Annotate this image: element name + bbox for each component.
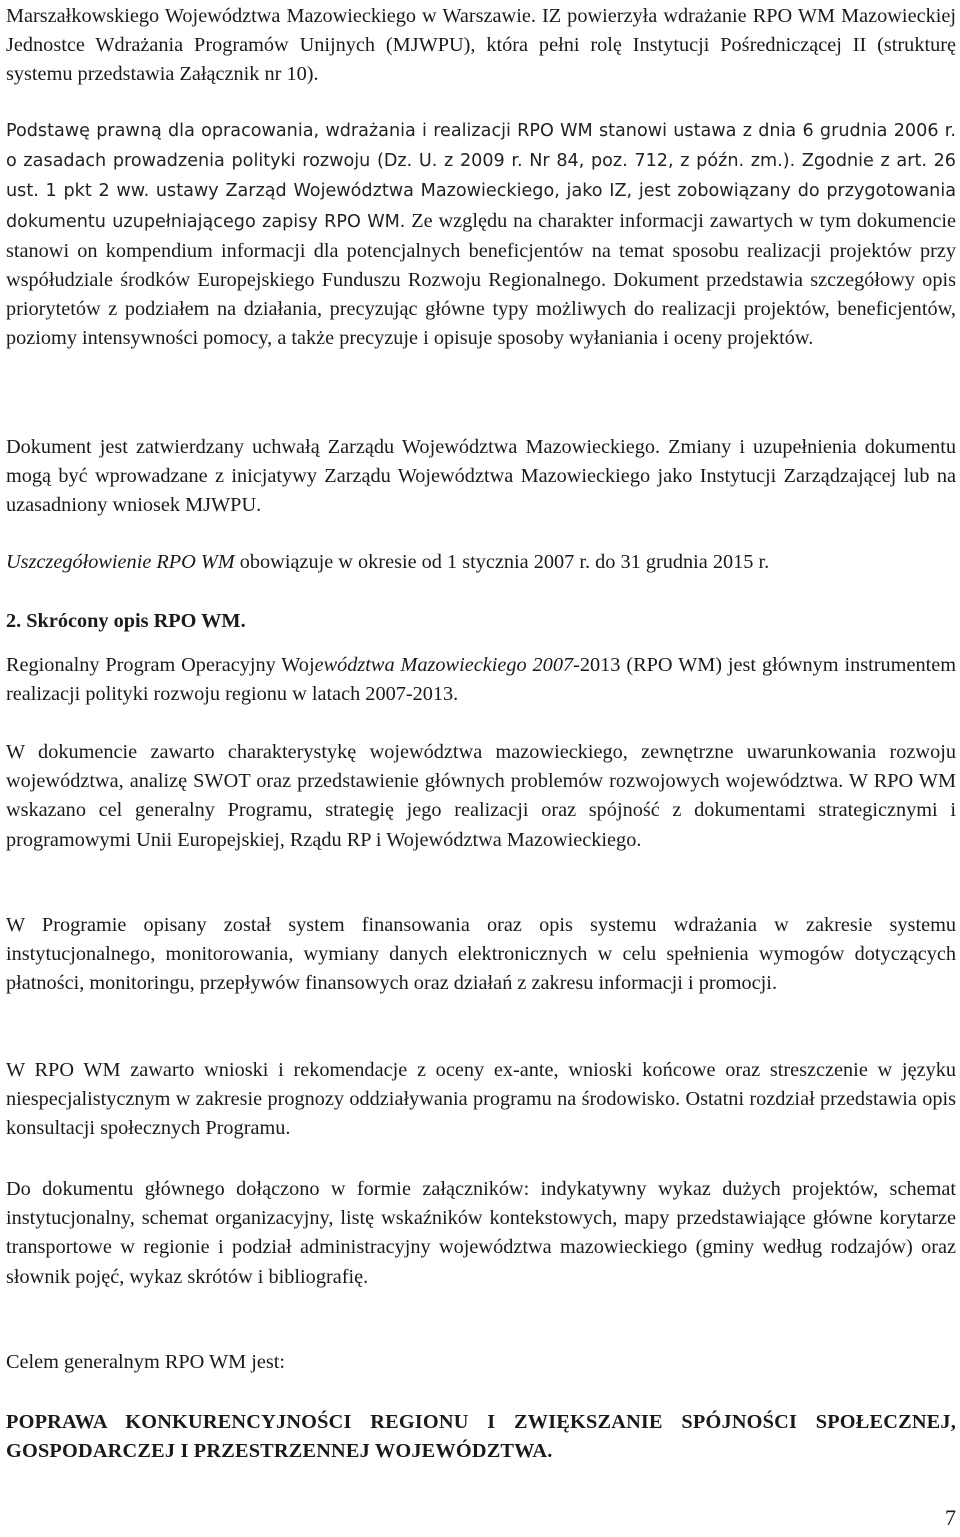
paragraph-implementation-text: Marszałkowskiego Województwa Mazowieckiego w Warszawie. IZ powierzyła wdrażanie RPO WM Mazowieckiej Jednostce Wdrażania Programów Unijnych (MJWPU), która pełni rolę Instytucji Pośredniczącej II (strukturę systemu przedstawia Załącznik nr 10).: [6, 5, 956, 86]
paragraph-program-intro: [6, 651, 956, 709]
general-goal-text: POPRAWA KONKURENCYJNOŚCI REGIONU I ZWIĘKSZANIE SPÓJNOŚCI SPOŁECZNEJ, GOSPODARCZEJ I PRZESTRZENNEJ WOJEWÓDZTWA.: [6, 1411, 956, 1463]
validity-italic-text: Uszczegółowienie RPO WM: [6, 551, 235, 573]
goal-intro-text: Celem generalnym RPO WM jest:: [6, 1351, 286, 1373]
section-heading-text: 2. Skrócony opis RPO WM.: [6, 610, 246, 632]
paragraph-legal-basis-serif-text: Ze względu na charakter informacji zawartych w tym dokumencie stanowi on kompendium informacji dla potencjalnych beneficjentów na temat sposobu realizacji projektów przy współudziale środków Europejskiego Funduszu Rozwoju Regionalnego. Dokument przedstawia szczegółowy opis priorytetów z podziałem na działania, precyzując główne typy możliwych do realizacji projektów, beneficjentów, poziomy intensywności pomocy, a także precyzuje i opisuje sposoby wyłaniania i oceny projektów.: [6, 209, 956, 350]
paragraph-approval-text: Dokument jest zatwierdzany uchwałą Zarządu Województwa Mazowieckiego. Zmiany i uzupełnienia dokumentu mogą być wprowadzane z inicjatywy Zarządu Województwa Mazowieckiego jako Instytucji Zarządzającej lub na uzasadniony wniosek MJWPU.: [6, 436, 956, 517]
program-intro-text-a: Regionalny Program Operacyjny Woj: [6, 654, 315, 676]
validity-text: obowiązuje w okresie od 1 stycznia 2007 r. do 31 grudnia 2015 r.: [234, 551, 770, 573]
paragraph-attachments: [6, 1175, 956, 1292]
paragraph-conclusions: [6, 1056, 956, 1144]
paragraph-financing: [6, 911, 956, 999]
general-goal: [6, 1408, 956, 1466]
paragraph-document-contents: [6, 738, 956, 855]
document-contents-text: W dokumencie zawarto charakterystykę województwa mazowieckiego, zewnętrzne uwarunkowania rozwoju województwa, analizę SWOT oraz przedstawienie głównych problemów rozwojowych województwa. W RPO WM wskazano cel generalny Programu, strategię jego realizacji oraz spójność z dokumentami strategicznymi i programowymi Unii Europejskiej, Rządu RP i Województwa Mazowieckiego.: [6, 741, 956, 851]
page-number: 7: [945, 1505, 956, 1530]
paragraph-validity: [6, 548, 956, 577]
section-heading: [6, 607, 246, 636]
conclusions-text: W RPO WM zawarto wnioski i rekomendacje z oceny ex-ante, wnioski końcowe oraz streszczenie w języku niespecjalistycznym w zakresie prognozy oddziaływania programu na środowisko. Ostatni rozdział przedstawia opis konsultacji społecznych Programu.: [6, 1059, 956, 1140]
paragraph-legal-basis-sans-text: Podstawę prawną dla opracowania, wdrażania i realizacji RPO WM stanowi ustawa z dnia 6 grudnia 2006 r. o zasadach prowadzenia polityki rozwoju (Dz. U. z 2009 r. Nr 84, poz. 712, z późn. zm.). Zgodnie z art. 26 ust. 1 pkt 2 ww. ustawy Zarząd Województwa Mazowieckiego, jako IZ, jest zobowiązany do przygotowania dokumentu uzupełniającego zapisy RPO WM.: [6, 121, 956, 232]
paragraph-legal-basis: [6, 116, 956, 354]
attachments-text: Do dokumentu głównego dołączono w formie załączników: indykatywny wykaz dużych projektów, schemat instytucjonalny, schemat organizacyjny, listę wskaźników kontekstowych, mapy przedstawiające główne korytarze transportowe w regionie i podział administracyjny województwa mazowieckiego (gminy według rodzajów) oraz słownik pojęć, wykaz skrótów i bibliografię.: [6, 1178, 956, 1288]
program-intro-italic-text: ewództwa Mazowieckiego 2007: [314, 654, 574, 676]
paragraph-implementation: [6, 2, 956, 90]
paragraph-approval: [6, 433, 956, 521]
program-intro-text-b: -2013 (RPO WM) jest głównym instrumentem realizacji polityki rozwoju regionu w latach 2007-2013.: [6, 654, 956, 706]
financing-text: W Programie opisany został system finansowania oraz opis systemu wdrażania w zakresie systemu instytucjonalnego, monitorowania, wymiany danych elektronicznych w celu spełnienia wymogów dotyczących płatności, monitoringu, przepływów finansowych oraz działań z zakresu informacji i promocji.: [6, 914, 956, 995]
paragraph-goal-intro: [6, 1348, 956, 1377]
